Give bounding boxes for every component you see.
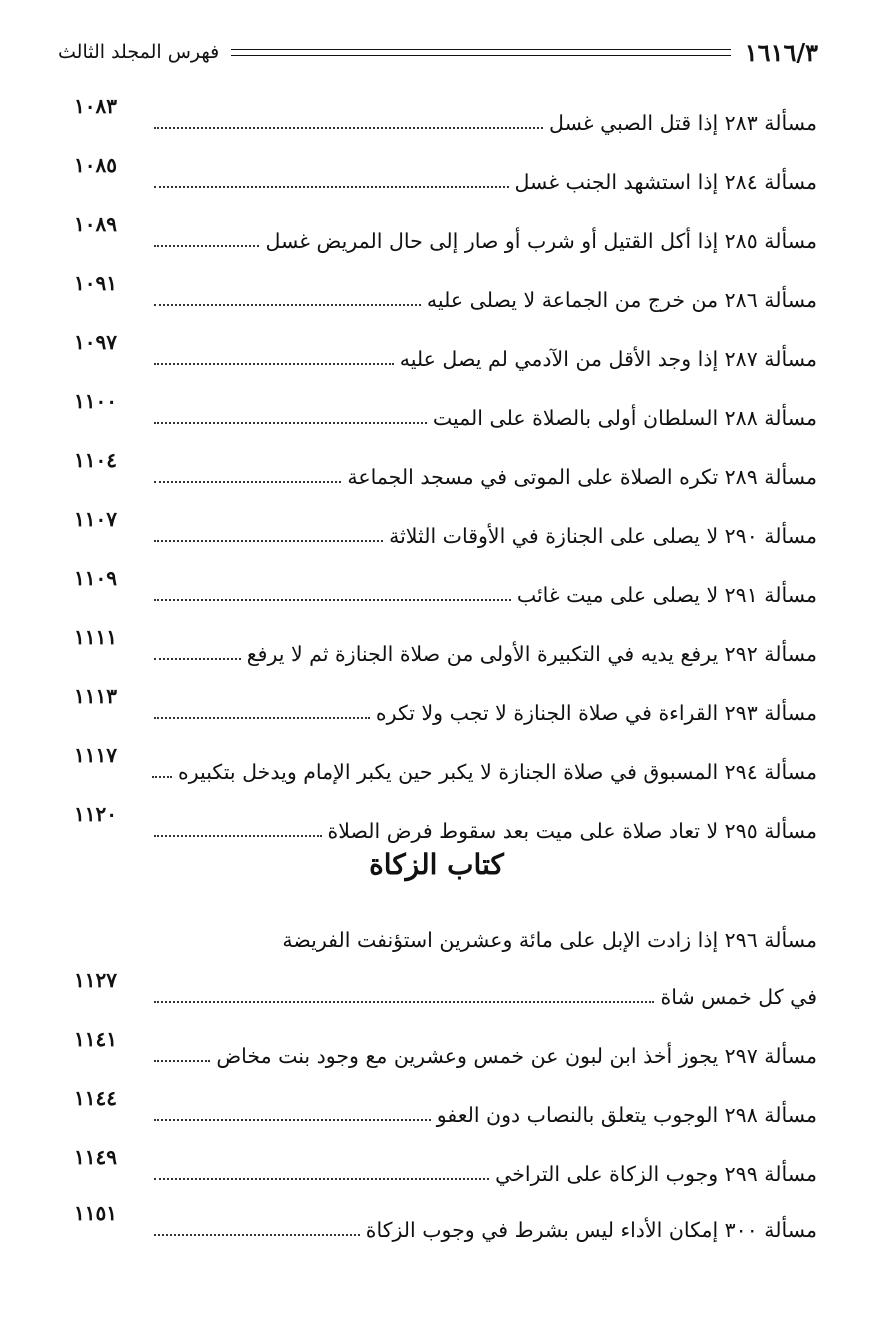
index-entry (74, 1029, 817, 1069)
index-entry (74, 627, 817, 667)
entry-page-number: ١١٢٧ (74, 968, 117, 992)
entry-text: مسألة ٢٨٥ إذا أكل القتيل أو شرب أو صار إلى حال المريض غسل (265, 229, 817, 254)
entry-page-number: ١١٤٤ (74, 1086, 117, 1110)
entry-page-number: ١٠٨٥ (74, 153, 117, 177)
dot-leader (154, 1001, 654, 1003)
dot-leader (154, 835, 322, 837)
entry-text: مسألة ٢٩٤ المسبوق في صلاة الجنازة لا يكبر حين يكبر الإمام ويدخل بتكبيره (178, 760, 817, 785)
entry-text: مسألة ٢٨٤ إذا استشهد الجنب غسل (514, 170, 817, 195)
entry-text: مسألة ٢٩٢ يرفع يديه في التكبيرة الأولى من صلاة الجنازة ثم لا يرفع (246, 642, 817, 667)
entry-page-number: ١١١٣ (74, 684, 117, 708)
dot-leader (154, 422, 427, 424)
index-entry (74, 332, 817, 372)
index-entry (74, 1088, 817, 1128)
entry-page-number: ١٠٨٣ (74, 94, 117, 118)
running-header (58, 32, 818, 72)
entry-text: مسألة ٣٠٠ إمكان الأداء ليس بشرط في وجوب الزكاة (365, 1218, 817, 1243)
index-entry (74, 96, 817, 136)
entry-page-number: ١١٤٩ (74, 1145, 117, 1169)
index-entry (74, 804, 817, 844)
entry-text: مسألة ٢٩٦ إذا زادت الإبل على مائة وعشرين استؤنفت الفريضة (282, 928, 817, 953)
header-title: فهرس المجلد الثالث (58, 41, 220, 63)
index-entry (74, 686, 817, 726)
dot-leader (154, 717, 370, 719)
dot-leader (154, 363, 394, 365)
entry-page-number: ١١٠٤ (74, 448, 117, 472)
index-entry (74, 155, 817, 195)
index-entry (74, 568, 817, 608)
entry-page-number: ١١٢٠ (74, 802, 117, 826)
entry-text: مسألة ٢٨٧ إذا وجد الأقل من الآدمي لم يصل عليه (399, 347, 817, 372)
dot-leader (154, 658, 241, 660)
dot-leader (154, 1178, 489, 1180)
entry-text: مسألة ٢٩٩ وجوب الزكاة على التراخي (495, 1162, 817, 1187)
entry-page-number: ١١٠٩ (74, 566, 117, 590)
entry-text: مسألة ٢٩٨ الوجوب يتعلق بالنصاب دون العفو (436, 1103, 817, 1128)
entry-page-number: ١٠٨٩ (74, 212, 117, 236)
index-entry (74, 970, 817, 1010)
header-double-rule (231, 49, 731, 56)
dot-leader (154, 540, 383, 542)
entry-text: مسألة ٢٩٣ القراءة في صلاة الجنازة لا تجب ولا تكره (375, 701, 817, 726)
index-entry (74, 214, 817, 254)
entry-page-number: ١٠٩١ (74, 271, 117, 295)
entry-text: مسألة ٢٩٧ يجوز أخذ ابن لبون عن خمس وعشرين مع وجود بنت مخاض (216, 1044, 817, 1069)
index-entry (74, 745, 817, 785)
entry-text: في كل خمس شاة (660, 985, 817, 1010)
entry-text: مسألة ٢٩٥ لا تعاد صلاة على ميت بعد سقوط فرض الصلاة (327, 819, 817, 844)
dot-leader (154, 127, 543, 129)
dot-leader (154, 1060, 210, 1062)
entry-text: مسألة ٢٩٠ لا يصلى على الجنازة في الأوقات الثلاثة (389, 524, 817, 549)
dot-leader (154, 481, 341, 483)
entry-page-number: ١٠٩٧ (74, 330, 117, 354)
entry-page-number: ١١٠٠ (74, 389, 117, 413)
index-entry (74, 509, 817, 549)
entry-page-number: ١١١١ (74, 625, 117, 649)
index-entry (74, 450, 817, 490)
entry-text: مسألة ٢٨٨ السلطان أولى بالصلاة على الميت (432, 406, 817, 431)
entry-page-number: ١١٥١ (74, 1201, 117, 1225)
dot-leader (154, 186, 509, 188)
entry-page-number: ١١١٧ (74, 743, 117, 767)
header-page-number: ١٦١٦/٣ (744, 37, 818, 67)
index-entry (74, 1147, 817, 1187)
index-entry (74, 1203, 817, 1243)
dot-leader (154, 599, 511, 601)
section-heading: كتاب الزكاة (369, 848, 504, 881)
dot-leader (154, 304, 421, 306)
entry-text: مسألة ٢٨٦ من خرج من الجماعة لا يصلى عليه (426, 288, 817, 313)
entry-text: مسألة ٢٩١ لا يصلى على ميت غائب (516, 583, 817, 608)
dot-leader (152, 776, 172, 778)
entry-page-number: ١١٤١ (74, 1027, 117, 1051)
index-entry (74, 391, 817, 431)
entry-text: مسألة ٢٨٩ تكره الصلاة على الموتى في مسجد الجماعة (347, 465, 817, 490)
dot-leader (154, 245, 259, 247)
index-entry (74, 273, 817, 313)
index-entry-continued (74, 913, 817, 953)
entry-text: مسألة ٢٨٣ إذا قتل الصبي غسل (549, 111, 817, 136)
dot-leader (154, 1234, 360, 1236)
dot-leader (154, 1119, 431, 1121)
entry-page-number: ١١٠٧ (74, 507, 117, 531)
